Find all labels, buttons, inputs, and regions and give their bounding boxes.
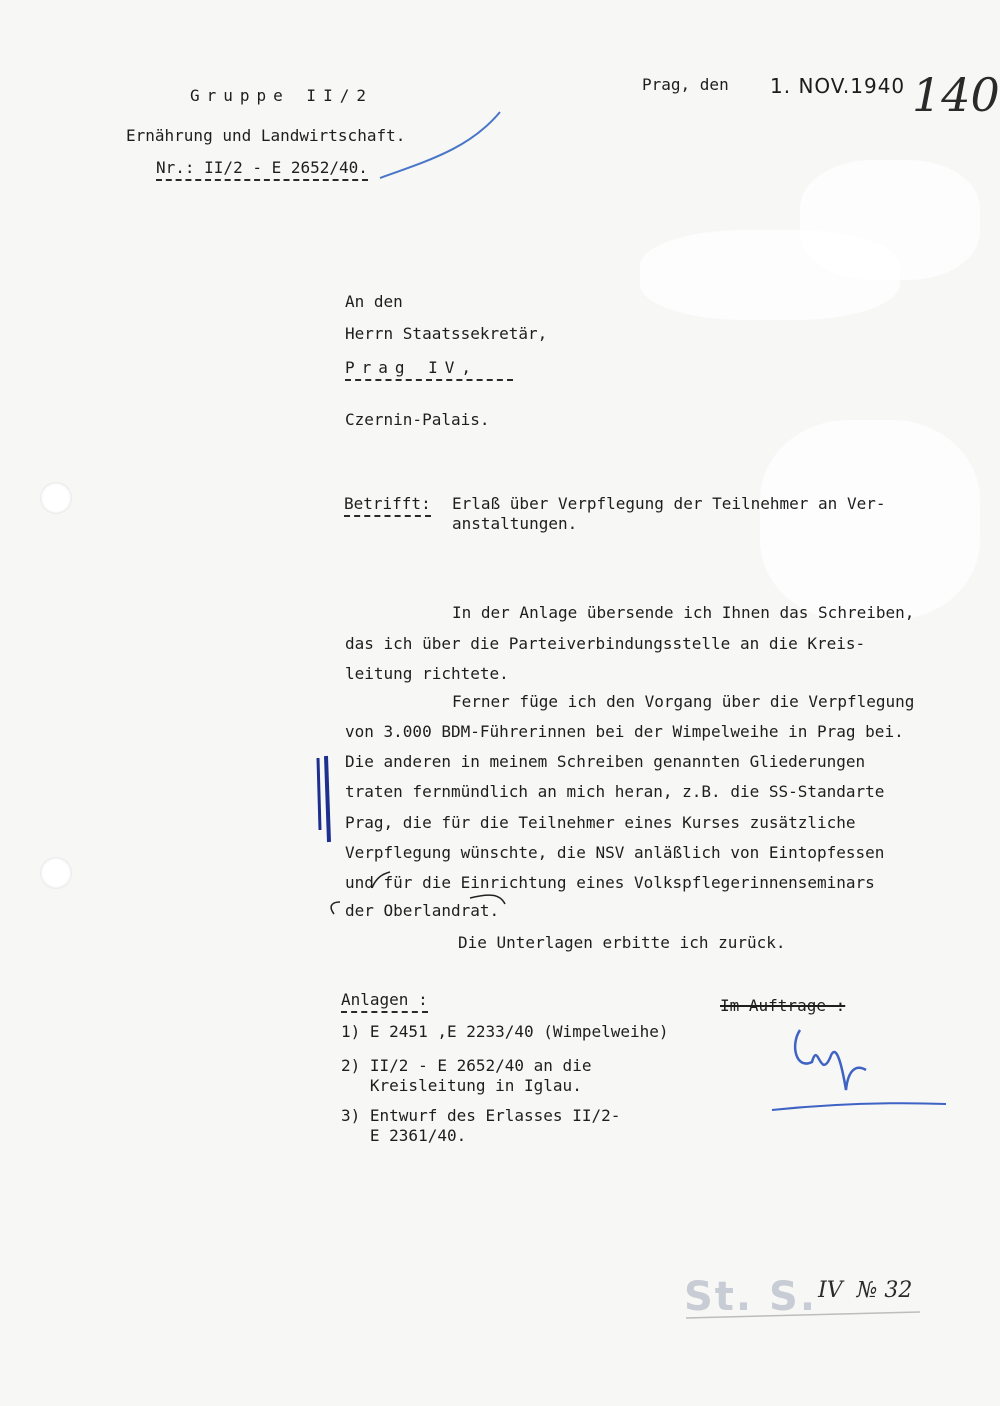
body-line: Prag, die für die Teilnehmer eines Kurses zusätzliche — [345, 813, 856, 832]
attachment-item: 1) E 2451 ,E 2233/40 (Wimpelweihe) — [341, 1022, 669, 1041]
body-line: Ferner füge ich den Vorgang über die Verpflegung — [452, 692, 915, 711]
handwritten-folio-number: 140 — [912, 68, 1000, 122]
recipient-line: Czernin-Palais. — [345, 410, 490, 429]
attachment-item: E 2361/40. — [341, 1126, 467, 1145]
subject-label: Betrifft: — [344, 494, 431, 517]
insertion-mark — [331, 902, 340, 914]
body-line: Verpflegung wünschte, die NSV anläßlich von Eintopfessen — [345, 843, 885, 862]
subject-text: Erlaß über Verpflegung der Teilnehmer an Ver- — [452, 494, 886, 513]
faded-office-stamp: St. S. — [684, 1274, 818, 1320]
punch-hole — [40, 482, 72, 514]
margin-mark — [318, 758, 320, 830]
paper-stain — [800, 160, 980, 280]
subject-text: anstaltungen. — [452, 514, 578, 533]
place-date-label: Prag, den — [642, 75, 729, 94]
body-line: das ich über die Parteiverbindungsstelle an die Kreis- — [345, 634, 866, 653]
body-line: der Oberlandrat. — [345, 901, 500, 920]
paper-stain — [760, 420, 980, 620]
recipient-line: An den — [345, 292, 403, 311]
body-line: von 3.000 BDM-Führerinnen bei der Wimpelweihe in Prag bei. — [345, 722, 904, 741]
body-line: Die anderen in meinem Schreiben genannten Gliederungen — [345, 752, 866, 771]
attachments-label: Anlagen : — [341, 990, 428, 1013]
handwritten-file-note: IV № 32 — [818, 1278, 913, 1303]
body-line: und für die Einrichtung eines Volkspflegerinnenseminars — [345, 873, 875, 892]
attachment-item: Kreisleitung in Iglau. — [341, 1076, 582, 1095]
body-line: leitung richtete. — [345, 664, 509, 683]
recipient-line: Herrn Staatssekretär, — [345, 324, 548, 343]
punch-hole — [40, 857, 72, 889]
date-stamp: 1. NOV.1940 — [770, 74, 906, 98]
body-line: In der Anlage übersende ich Ihnen das Schreiben, — [452, 603, 915, 622]
signature-underline — [772, 1103, 946, 1110]
blue-pen-stroke — [380, 112, 500, 178]
body-line: Die Unterlagen erbitte ich zurück. — [458, 933, 786, 952]
group-heading: Gruppe II/2 — [190, 86, 373, 105]
attachment-item: 3) Entwurf des Erlasses II/2- — [341, 1106, 621, 1125]
on-behalf-label: Im Auftrage : — [720, 996, 846, 1015]
department-name: Ernährung und Landwirtschaft. — [126, 126, 406, 145]
body-line: traten fernmündlich an mich heran, z.B. die SS-Standarte — [345, 782, 885, 801]
margin-mark — [326, 756, 329, 842]
reference-number: Nr.: II/2 - E 2652/40. — [156, 158, 368, 181]
signature-scribble — [795, 1030, 866, 1090]
recipient-city: Prag IV, — [345, 358, 513, 381]
attachment-item: 2) II/2 - E 2652/40 an die — [341, 1056, 592, 1075]
